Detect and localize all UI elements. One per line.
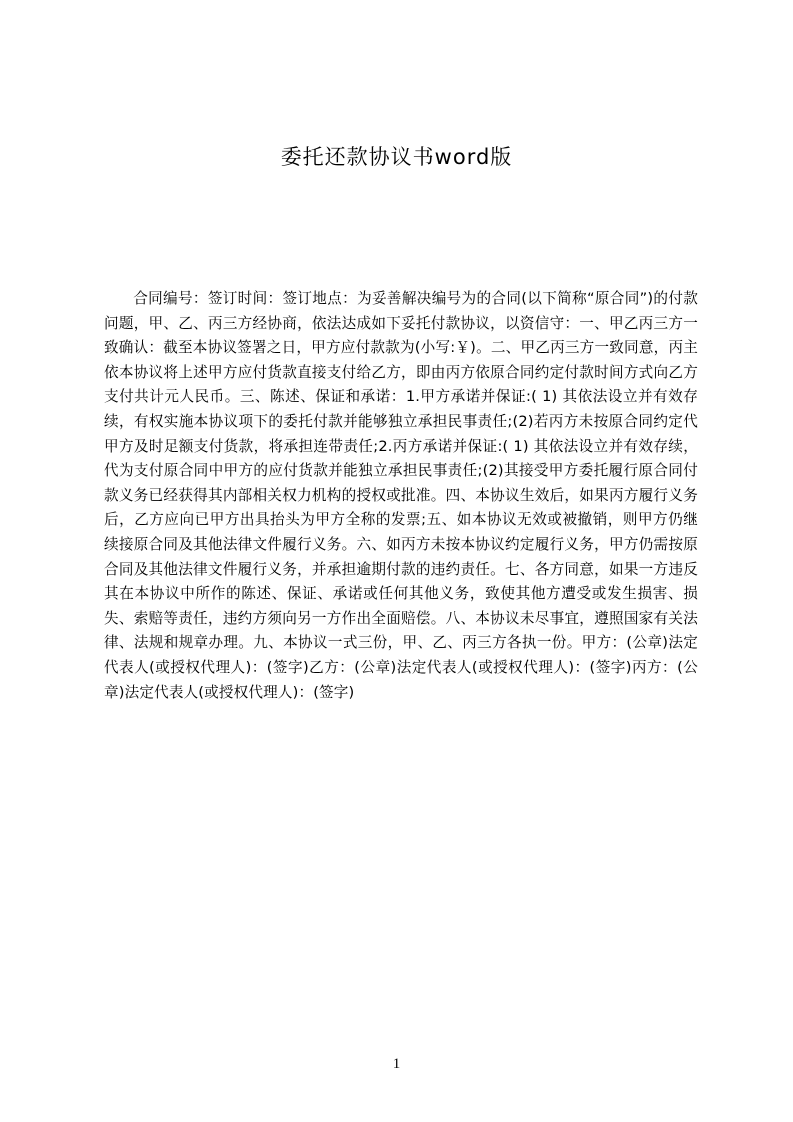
page-number: 1: [392, 1056, 401, 1072]
agreement-body: 合同编号：签订时间：签订地点：为妥善解决编号为的合同(以下简称“原合同”)的付款问题，甲、乙、丙三方经协商，依法达成如下妥托付款协议，以资信守：一、甲乙丙三方一致确认：截至本协议签署之日，甲方应付款款为(小写:￥)。二、甲乙丙三方一致同意，丙主依本协议将上述甲方应付货款直接支付给乙方，即由丙方依原合同约定付款时间方式向乙方支付共计元人民币。三、陈述、保证和承诺：1.甲方承诺并保证:( 1) 其依法设立并有效存续，有权实施本协议项下的委托付款并能够独立承担民事责任;(2)若丙方未按原合同约定代甲方及时足额支付货款，将承担连带责任;2.丙方承诺并保证:( 1) 其依法设立并有效存续，代为支付原合同中甲方的应付货款并能独立承担民事责任;(2)其接受甲方委托履行原合同付款义务已经获得其内部相关权力机构的授权或批准。四、本协议生效后，如果丙方履行义务后，乙方应向已甲方出具抬头为甲方全称的发票;五、如本协议无效或被撤销，则甲方仍继续接原合同及其他法律文件履行义务。六、如丙方未按本协议约定履行义务，甲方仍需按原合同及其他法律文件履行义务，并承担逾期付款的违约责任。七、各方同意，如果一方违反其在本协议中所作的陈述、保证、承诺或任何其他义务，致使其他方遭受或发生损害、损失、索赔等责任，违约方须向另一方作出全面赔偿。八、本协议未尽事宜，遵照国家有关法律、法规和规章办理。九、本协议一式三份，甲、乙、丙三方各执一份。甲方：(公章)法定代表人(或授权代理人)：(签字)乙方：(公章)法定代表人(或授权代理人)：(签字)丙方：(公章)法定代表人(或授权代理人)：(签字): [104, 290, 698, 701]
document-title: 委托还款协议书word版: [280, 145, 513, 169]
